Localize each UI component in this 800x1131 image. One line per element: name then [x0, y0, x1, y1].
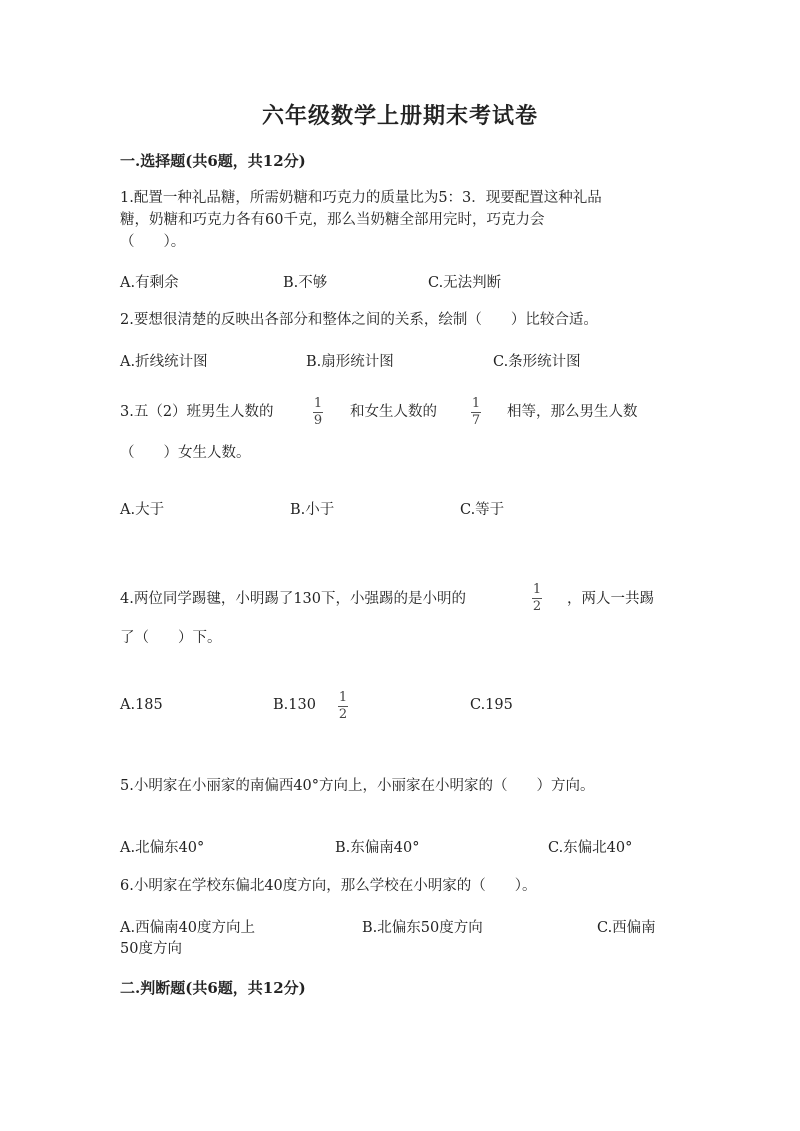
question-1-option-c: C.无法判断	[428, 275, 502, 291]
question-4-part-1: 4.两位同学踢毽，小明踢了130下，小强踢的是小明的	[120, 591, 467, 607]
fraction-numerator: 1	[313, 396, 323, 411]
question-5-option-b: B.东偏南40°	[335, 840, 420, 856]
question-2-option-a: A.折线统计图	[120, 354, 208, 370]
fraction-denominator: 2	[532, 599, 542, 614]
question-6-option-a: A.西偏南40度方向上	[120, 920, 256, 936]
question-6-option-b: B.北偏东50度方向	[362, 920, 483, 936]
question-4-option-a: A.185	[120, 697, 163, 713]
question-4-option-c: C.195	[470, 697, 513, 713]
question-4-option-b-fraction	[338, 691, 348, 722]
question-3-option-b: B.小于	[290, 502, 335, 518]
question-3-fraction-1	[313, 397, 323, 428]
fraction-denominator: 2	[338, 707, 348, 722]
question-3-part-2: 和女生人数的	[350, 404, 437, 420]
question-1-option-b: B.不够	[283, 275, 328, 291]
question-4-option-b: B.130	[273, 697, 316, 713]
question-5-text: 5.小明家在小丽家的南偏西40°方向上，小丽家在小明家的（ ）方向。	[120, 778, 595, 794]
fraction-denominator: 7	[471, 413, 481, 428]
question-6-option-c-continued: 50度方向	[120, 941, 182, 957]
question-5-option-a: A.北偏东40°	[120, 840, 205, 856]
page-title: 六年级数学上册期末考试卷	[261, 103, 538, 129]
question-4-fraction	[532, 583, 542, 614]
question-1-option-a: A.有剩余	[120, 275, 179, 291]
question-4-line-2: 了（ ）下。	[120, 630, 222, 646]
section-heading-choice: 一.选择题(共6题，共12分)	[120, 152, 306, 170]
question-6-option-c: C.西偏南	[597, 920, 656, 936]
question-1-line-2: 糖，奶糖和巧克力各有60千克，那么当奶糖全部用完时，巧克力会	[120, 212, 545, 228]
question-3-option-c: C.等于	[460, 502, 505, 518]
question-3-fraction-2	[471, 397, 481, 428]
question-1-line-1: 1.配置一种礼品糖，所需奶糖和巧克力的质量比为5：3．现要配置这种礼品	[120, 190, 602, 206]
fraction-numerator: 1	[338, 690, 348, 705]
fraction-denominator: 9	[313, 413, 323, 428]
question-1-line-3: （ ）。	[120, 234, 186, 250]
fraction-numerator: 1	[471, 396, 481, 411]
question-2-text: 2.要想很清楚的反映出各部分和整体之间的关系，绘制（ ）比较合适。	[120, 312, 598, 328]
question-3-line-2: （ ）女生人数。	[120, 445, 251, 461]
question-2-option-b: B.扇形统计图	[306, 354, 394, 370]
question-3-part-1: 3.五（2）班男生人数的	[120, 404, 274, 420]
question-6-text: 6.小明家在学校东偏北40度方向，那么学校在小明家的（ ）。	[120, 878, 537, 894]
question-3-part-3: 相等，那么男生人数	[507, 404, 638, 420]
section-heading-judgement: 二.判断题(共6题，共12分)	[120, 979, 306, 997]
fraction-numerator: 1	[532, 582, 542, 597]
question-5-option-c: C.东偏北40°	[548, 840, 633, 856]
question-3-option-a: A.大于	[120, 502, 165, 518]
question-2-option-c: C.条形统计图	[493, 354, 581, 370]
question-4-part-2: ，两人一共踢	[567, 591, 654, 607]
